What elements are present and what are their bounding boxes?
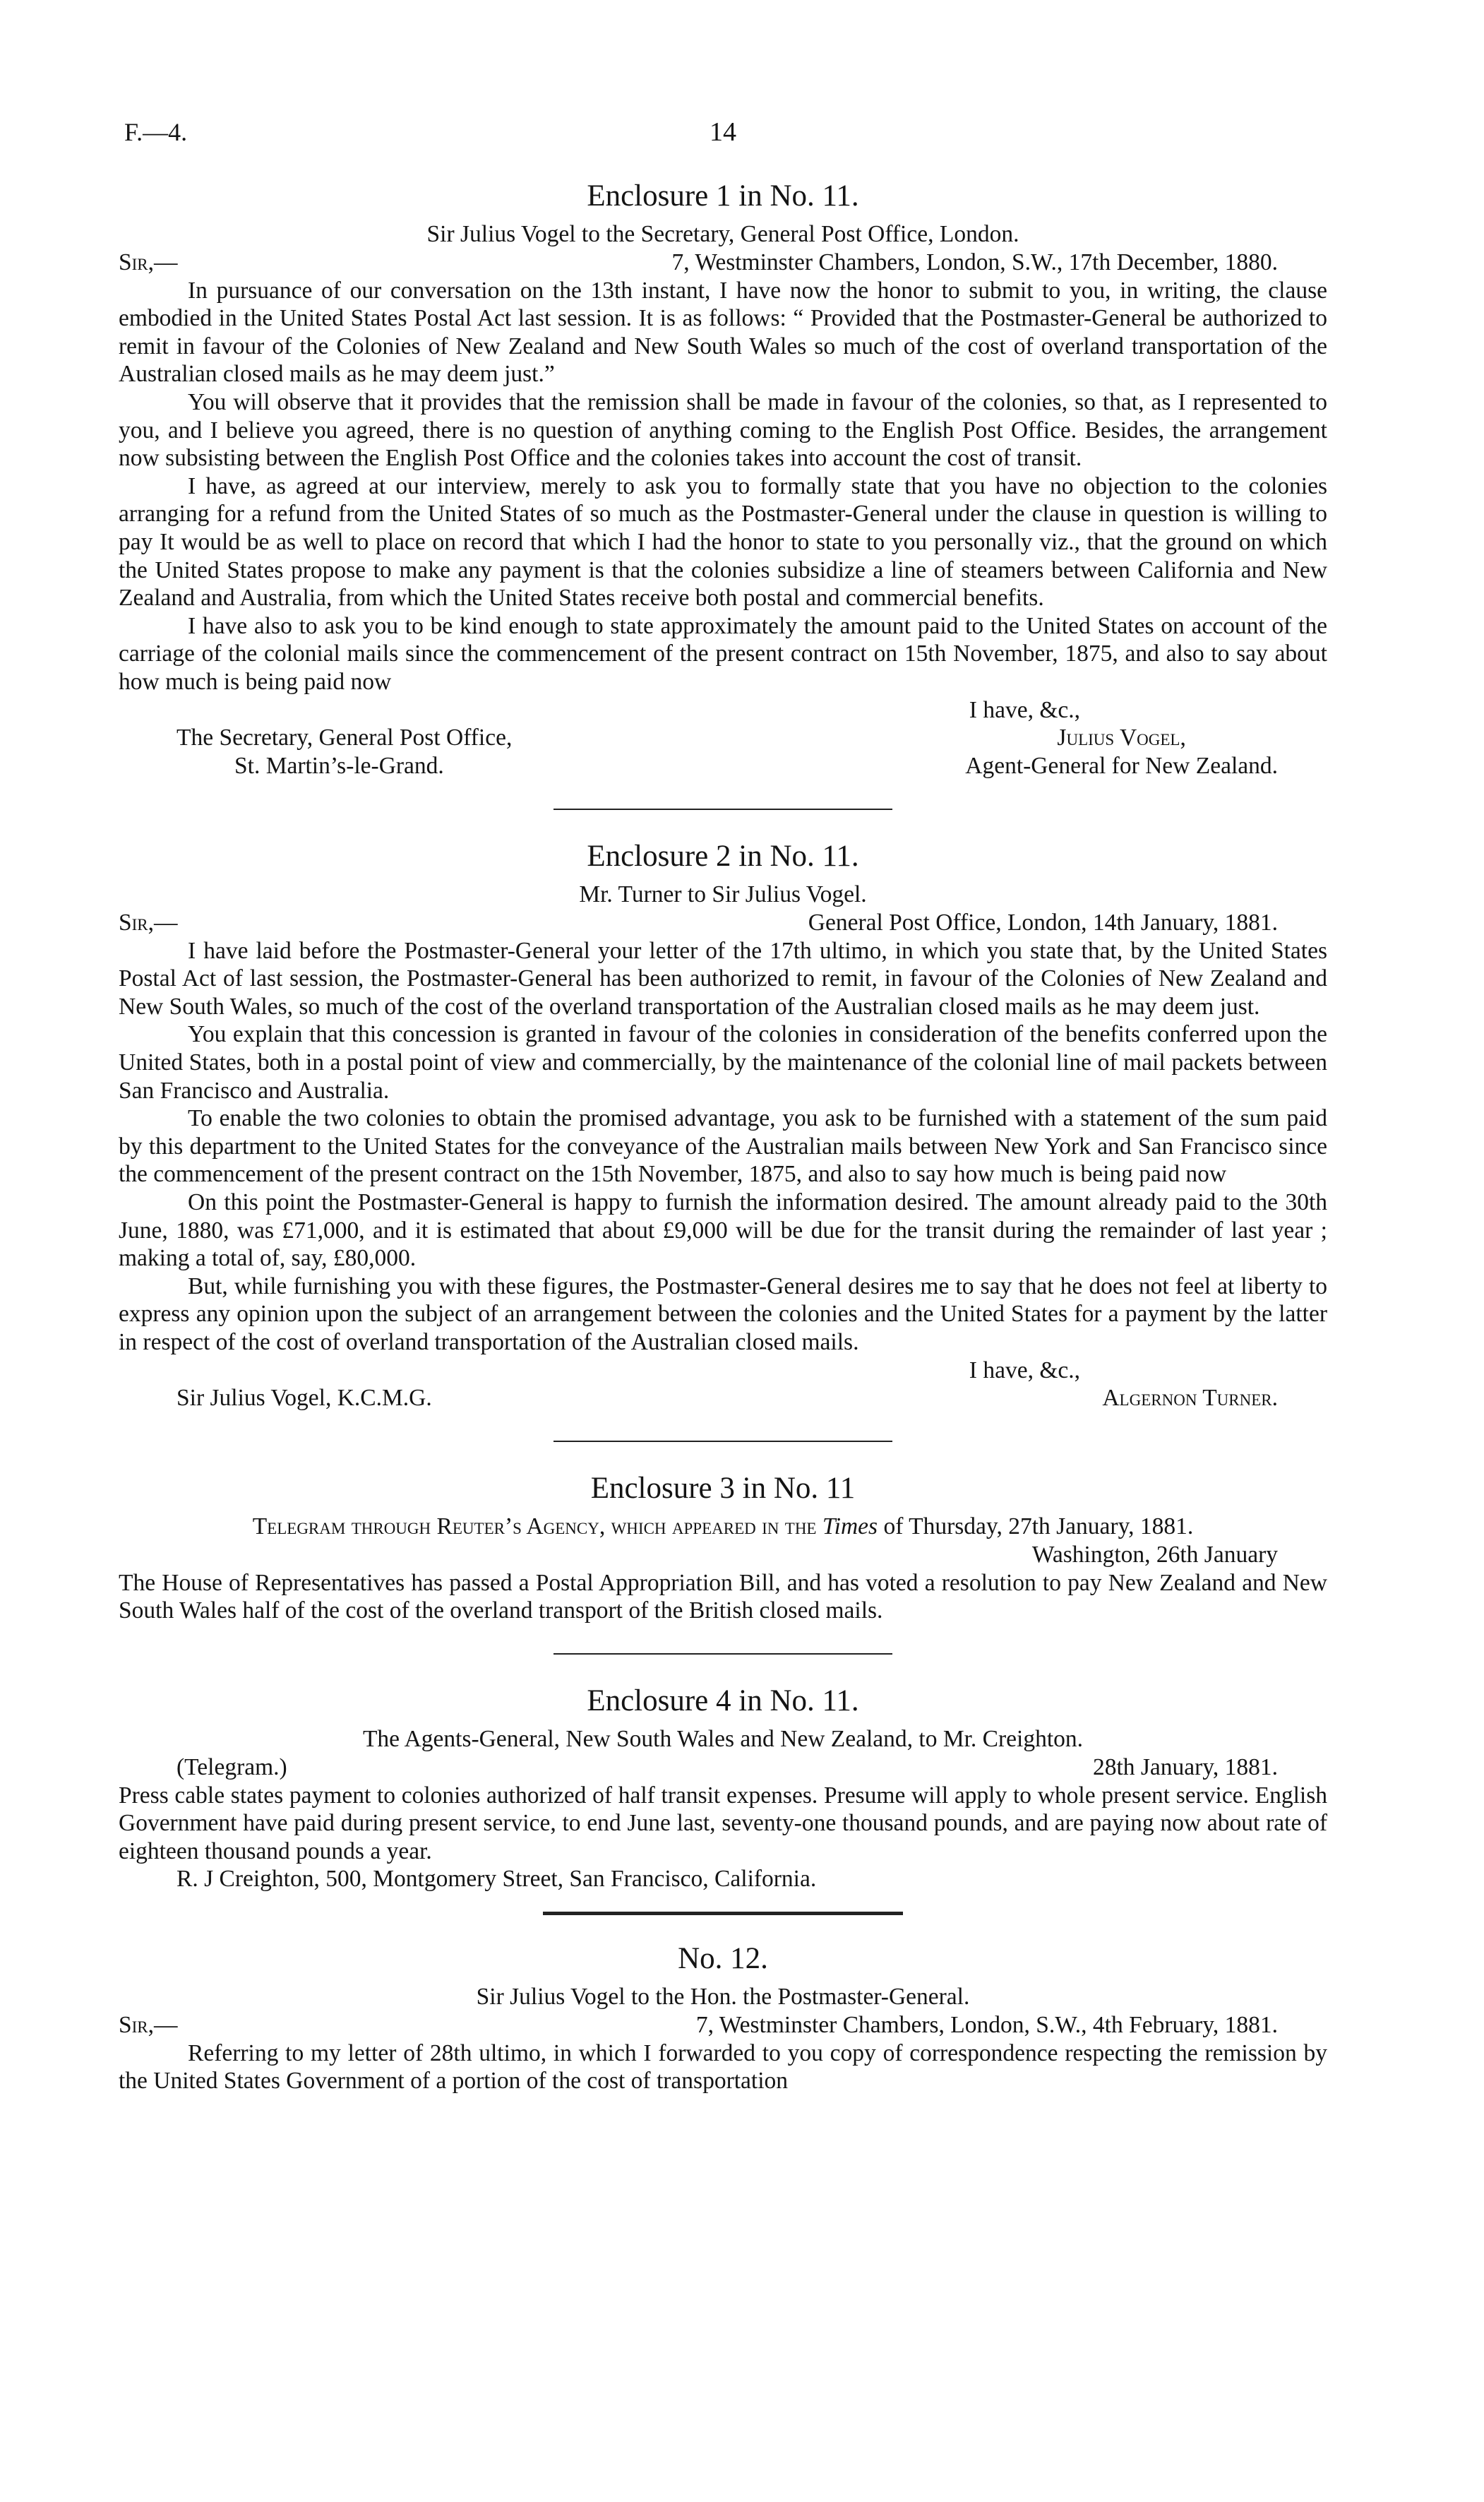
enclosure-2-salutation-row xyxy=(119,909,1327,937)
addressee xyxy=(176,724,512,780)
enclosure-4 xyxy=(119,1683,1327,1893)
enclosure-2 xyxy=(119,838,1327,1412)
signatory xyxy=(965,724,1278,780)
paragraph: I have also to ask you to be kind enough to state approximately the amount paid to the United States on account of the carriage of the colonial mails since the commencement of the present contract on 15th November, 1875, and also to say about how much is being paid now xyxy=(119,612,1327,695)
enclosure-1-from-line: Sir Julius Vogel to the Secretary, General Post Office, London. xyxy=(426,221,1019,247)
paragraph: In pursuance of our conversation on the 13th instant, I have now the honor to submit to you, in writing, the clause embodied in the United States Postal Act last session. It is as follows: “ Provided that the Postmaster-General be authorized to remit in favour of the Colonies of New Zealand and New South Wales so much of the cost of overland transportation of the Australian closed mails as he may deem just.” xyxy=(119,277,1327,388)
signatory-name: Algernon Turner. xyxy=(1102,1385,1278,1412)
enclosure-2-from-line: Mr. Turner to Sir Julius Vogel. xyxy=(579,881,867,908)
paragraph: I have, as agreed at our interview, merely to ask you to formally state that you have no objection to the colonies arranging for a refund from the United States of so much as the Postmaster-General under the clause in question is willing to pay It would be as well to place on record that which I had the honor to state to you personally viz., that the ground on which the United States propose to make any payment is that the colonies subsidize a line of steamers between California and New Zealand and Australia, from which the United States receive both postal and commercial benefits. xyxy=(119,472,1327,612)
salutation: Sir,— xyxy=(119,2011,178,2038)
document-page xyxy=(119,113,1327,2095)
salutation: Sir,— xyxy=(119,909,178,936)
page-id: F.—4. xyxy=(124,118,188,146)
no-12-from-line: Sir Julius Vogel to the Hon. the Postmaster-General. xyxy=(476,1983,970,2010)
section-divider-heavy xyxy=(543,1912,903,1915)
signatory-name: Julius Vogel, xyxy=(1057,725,1186,751)
paragraph: To enable the two colonies to obtain the promised advantage, you ask to be furnished with a statement of the sum paid by this department to the United States for the conveyance of the Australian mails between New York and San Francisco since the commencement of the present contract on the 15th November, 1875, and also to say how much is being paid now xyxy=(119,1105,1327,1188)
address-date: 7, Westminster Chambers, London, S.W., 17th December, 1880. xyxy=(671,249,1278,275)
addressee-line: The Secretary, General Post Office, xyxy=(176,725,513,751)
no-12-heading: No. 12. xyxy=(678,1941,768,1975)
page-number: 14 xyxy=(710,117,736,147)
section-divider xyxy=(553,1653,892,1655)
telegram-body: Press cable states payment to colonies authorized of half transit expenses. Presume will apply to whole present service. English Government have paid during present service, to end June last, seventy-one thousand pounds, and are paying now about rate of eighteen thousand pounds a year. xyxy=(119,1782,1327,1864)
running-head xyxy=(119,113,1327,154)
telegram-body: The House of Representatives has passed a Postal Appropriation Bill, and has voted a resolution to pay New Zealand and New South Wales half of the cost of the overland transport of the British closed mails. xyxy=(119,1569,1327,1624)
telegram-intro-text: of Thursday, 27th January, 1881. xyxy=(883,1513,1194,1540)
telegram-date: 28th January, 1881. xyxy=(1092,1753,1278,1780)
recipient-address: R. J Creighton, 500, Montgomery Street, San Francisco, California. xyxy=(176,1866,817,1893)
enclosure-1-salutation-row xyxy=(119,249,1327,277)
paragraph: You will observe that it provides that the remission shall be made in favour of the colonies, so that, as I represented to you, and I believe you agreed, there is no question of anything coming to the English Post Office. Besides, the arrangement now subsisting between the English Post Office and the colonies takes into account the cost of transit. xyxy=(119,388,1327,472)
enclosure-1-heading: Enclosure 1 in No. 11. xyxy=(587,179,859,213)
telegram-tag-row xyxy=(119,1753,1327,1782)
enclosure-4-from-line: The Agents-General, New South Wales and New Zealand, to Mr. Creighton. xyxy=(362,1725,1084,1752)
address-date: 7, Westminster Chambers, London, S.W., 4th February, 1881. xyxy=(695,2011,1278,2038)
paragraph: You explain that this concession is granted in favour of the colonies in consideration of the benefits conferred upon the United States, both in a postal point of view and commercially, by the maintenance of the colonial line of mail packets between San Francisco and Australia. xyxy=(119,1021,1327,1104)
enclosure-4-heading: Enclosure 4 in No. 11. xyxy=(587,1684,859,1717)
addressee: Sir Julius Vogel, K.C.M.G. xyxy=(176,1385,432,1412)
signature-block xyxy=(119,724,1327,780)
paragraph: I have laid before the Postmaster-General your letter of the 17th ultimo, in which you state that, by the United States Postal Act of last session, the Postmaster-General has been authorized to remit, in favour of the Colonies of New Zealand and New South Wales, so much of the cost of the overland transportation of the Australian closed mails as he may deem just. xyxy=(119,937,1327,1020)
paragraph: But, while furnishing you with these figures, the Postmaster-General desires me to say that he does not feel at liberty to express any opinion upon the subject of an arrangement between the colonies and the United States for a payment by the latter in respect of the cost of overland transportation of the Australian closed mails. xyxy=(119,1273,1327,1355)
addressee-line: St. Martin’s-le-Grand. xyxy=(234,752,444,779)
section-divider xyxy=(553,1441,892,1442)
letter-no-12 xyxy=(119,1941,1327,2095)
paragraph: On this point the Postmaster-General is happy to furnish the information desired. The amount already paid to the 30th June, 1880, was £71,000, and it is estimated that about £9,000 will be due for the transit during the remainder of last year ; making a total of, say, £80,000. xyxy=(119,1189,1327,1272)
paragraph: Referring to my letter of 28th ultimo, in which I forwarded to you copy of correspondence respecting the remission by the United States Government of a portion of the cost of transportation xyxy=(119,2039,1327,2095)
telegram-tag: (Telegram.) xyxy=(176,1753,287,1780)
closing: I have, &c., xyxy=(969,696,1080,723)
telegram-intro xyxy=(119,1513,1327,1541)
dateline-row xyxy=(119,1541,1327,1569)
no-12-salutation-row xyxy=(119,2011,1327,2039)
closing: I have, &c., xyxy=(969,1357,1080,1383)
address-date: General Post Office, London, 14th January, 1881. xyxy=(808,909,1278,936)
newspaper-title: Times xyxy=(822,1513,878,1540)
signatory-title: Agent-General for New Zealand. xyxy=(965,752,1278,779)
enclosure-1 xyxy=(119,178,1327,780)
telegram-intro-text: Telegram through Reuter’s Agency, which appeared in the xyxy=(252,1513,817,1540)
enclosure-3 xyxy=(119,1470,1327,1625)
signature-row xyxy=(119,1384,1327,1412)
enclosure-2-heading: Enclosure 2 in No. 11. xyxy=(587,840,859,874)
section-divider xyxy=(553,809,892,810)
salutation: Sir,— xyxy=(119,249,178,275)
enclosure-3-heading: Enclosure 3 in No. 11 xyxy=(590,1472,856,1506)
dateline: Washington, 26th January xyxy=(1031,1541,1278,1568)
